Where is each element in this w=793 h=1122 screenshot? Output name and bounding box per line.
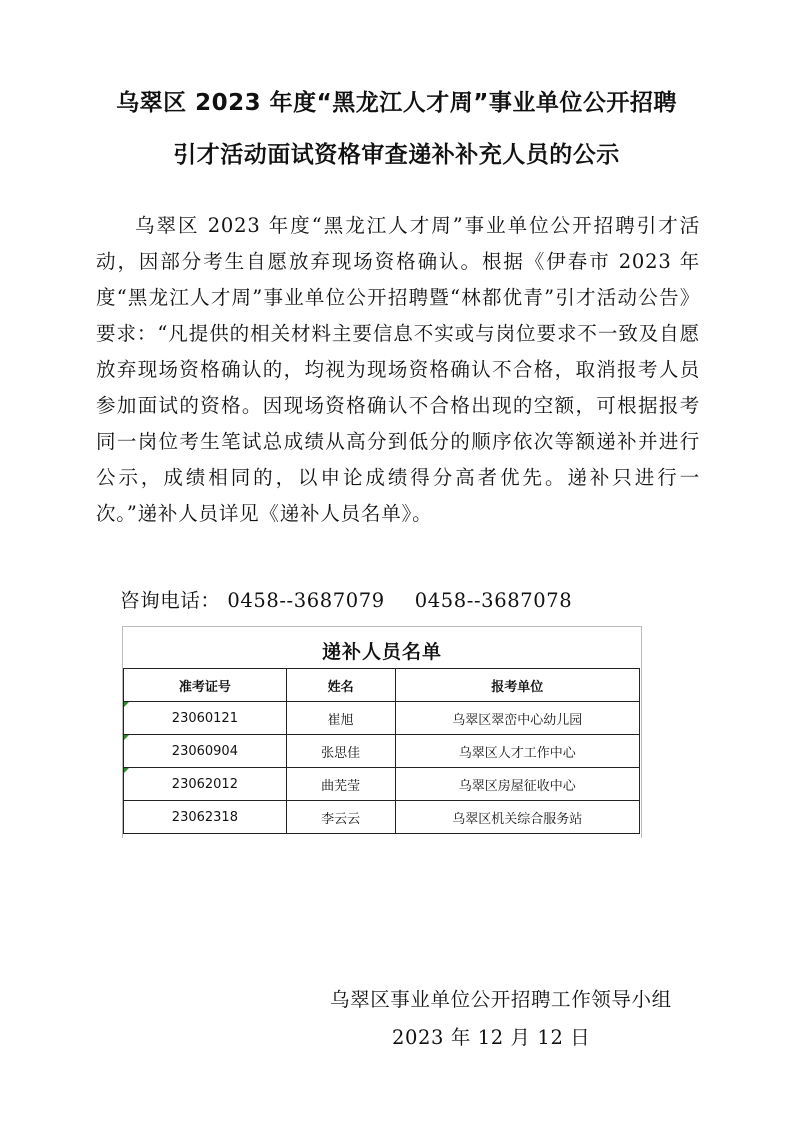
cell-unit: 乌翠区人才工作中心 [395, 735, 639, 768]
cell-name: 张思佳 [286, 735, 395, 768]
table-row [124, 735, 640, 768]
cell-name: 曲芜莹 [286, 768, 395, 801]
table-row [124, 768, 640, 801]
notice-body [96, 208, 700, 532]
cell-unit: 乌翠区翠峦中心幼儿园 [395, 702, 639, 735]
cell-name: 李云云 [286, 801, 395, 834]
table-row [124, 702, 640, 735]
cell-exam-number: 23062318 [124, 801, 287, 834]
table-row [124, 801, 640, 834]
contact-line [120, 585, 572, 613]
contact-phone-2: 0458--3687078 [414, 589, 573, 612]
roster-table [123, 668, 640, 834]
roster-title: 递补人员名单 [321, 641, 442, 663]
header-unit: 报考单位 [395, 669, 639, 702]
notice-title-line-2: 引才活动面试资格审查递补补充人员的公示 [173, 142, 620, 168]
contact-phone-1: 0458--3687079 [227, 589, 385, 612]
cell-unit: 乌翠区房屋征收中心 [395, 768, 639, 801]
notice-paragraph: 乌翠区 2023 年度“黑龙江人才周”事业单位公开招聘引才活动，因部分考生自愿放弃现场资格确认。根据《伊春市 2023 年度“黑龙江人才周”事业单位公开招聘暨“林都优青”引才活动公告》要求：“凡提供的相关材料主要信息不实或与岗位要求不一致及自愿放弃现场资格确认的，均视为现场资格确认不合格，取消报考人员参加面试的资格。因现场资格确认不合格出现的空额，可根据报考同一岗位考生笔试总成绩从高分到低分的顺序依次等额递补并进行公示，成绩相同的，以申论成绩得分高者优先。递补只进行一次。”递补人员详见《递补人员名单》。 [96, 214, 700, 525]
notice-title-line-1: 乌翠区 2023 年度“黑龙江人才周”事业单位公开招聘 [116, 90, 677, 116]
signature-org: 乌翠区事业单位公开招聘工作领导小组 [330, 988, 672, 1011]
cell-name: 崔旭 [286, 702, 395, 735]
header-name: 姓名 [286, 669, 395, 702]
signature-date: 2023 年 12 月 12 日 [392, 1026, 591, 1049]
contact-label: 咨询电话： [120, 589, 221, 612]
cell-unit: 乌翠区机关综合服务站 [395, 801, 639, 834]
roster-header-row [124, 669, 640, 702]
cell-exam-number: 23060904 [124, 735, 287, 768]
header-exam-number: 准考证号 [124, 669, 287, 702]
cell-exam-number: 23062012 [124, 768, 287, 801]
cell-exam-number: 23060121 [124, 702, 287, 735]
